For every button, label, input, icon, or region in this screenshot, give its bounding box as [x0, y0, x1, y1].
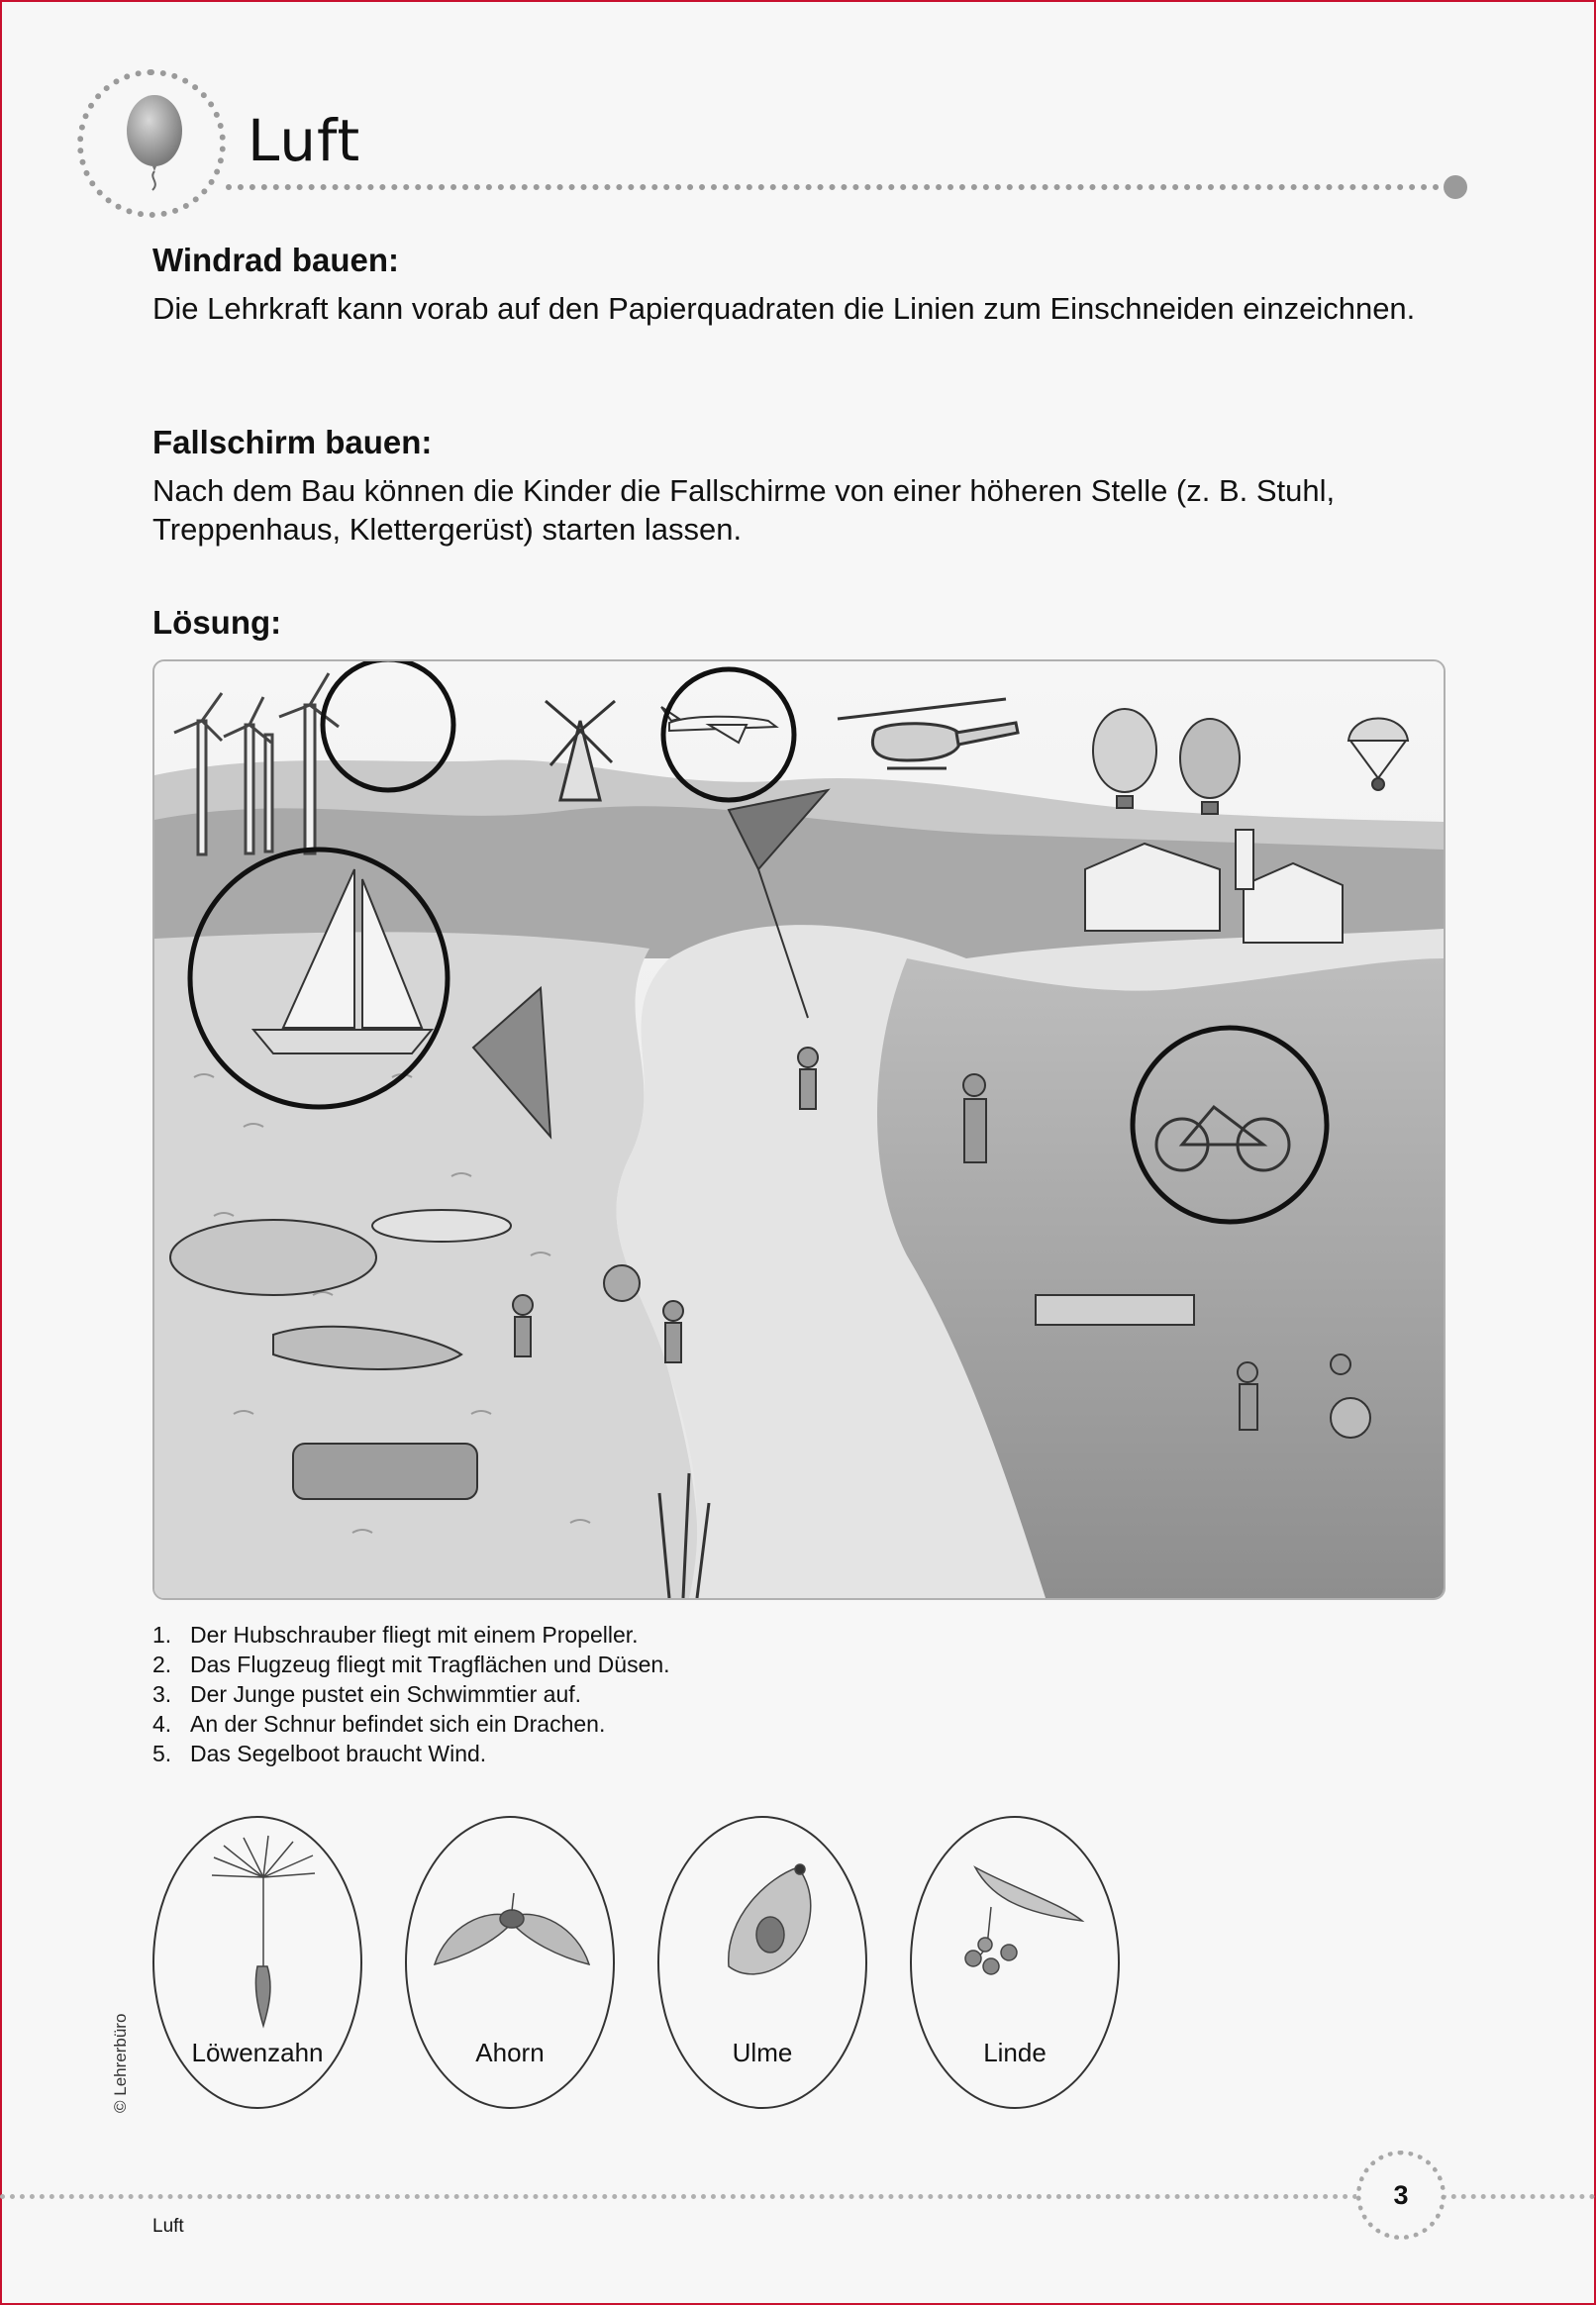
- list-item: 2. Das Flugzeug fliegt mit Tragflächen und Düsen.: [152, 1652, 670, 1677]
- page-title: Luft: [248, 107, 361, 174]
- solution-illustration: [152, 659, 1446, 1600]
- seed-card-linde: [910, 1816, 1120, 2109]
- footer-label: Luft: [152, 2216, 184, 2237]
- seed-label: Linde: [983, 2038, 1047, 2067]
- seed-label: Ulme: [732, 2038, 793, 2067]
- solution-heading: Lösung:: [152, 604, 282, 641]
- section-heading-fallschirm: Fallschirm bauen:: [152, 424, 433, 460]
- seed-card-ulme: [657, 1816, 867, 2109]
- linden-seed-icon: [912, 1818, 1122, 2036]
- solution-list: [152, 1620, 670, 1768]
- list-item: 4. An der Schnur befindet sich ein Drachen.: [152, 1711, 606, 1737]
- section-text-windrad: Die Lehrkraft kann vorab auf den Papierquadraten die Linien zum Einschneiden einzeichnen.: [152, 291, 1416, 326]
- list-item: 5. Das Segelboot braucht Wind.: [152, 1741, 487, 1766]
- page-number-badge: [1356, 2151, 1446, 2240]
- dandelion-seed-icon: [154, 1818, 364, 2036]
- header-dotted-rule: [226, 184, 1451, 190]
- copyright-note: © Lehrerbüro: [111, 2013, 130, 2113]
- seed-label: Löwenzahn: [191, 2038, 324, 2067]
- list-item: 1. Der Hubschrauber fliegt mit einem Propeller.: [152, 1622, 639, 1648]
- section-heading-windrad: Windrad bauen:: [152, 242, 400, 278]
- balloon-icon: [119, 93, 188, 192]
- list-item: 3. Der Junge pustet ein Schwimmtier auf.: [152, 1681, 582, 1707]
- maple-seed-icon: [407, 1818, 617, 2036]
- page-number: 3: [1393, 2179, 1409, 2210]
- seed-card-ahorn: [405, 1816, 615, 2109]
- header-balloon-badge: [77, 69, 226, 218]
- section-text-fallschirm: Nach dem Bau können die Kinder die Fallschirme von einer höheren Stelle (z. B. Stuhl, Treppenhaus, Klettergerüst) starten lassen.: [152, 473, 1336, 547]
- header-rule-end-dot: [1444, 175, 1467, 199]
- elm-seed-icon: [659, 1818, 869, 2036]
- seed-label: Ahorn: [475, 2038, 545, 2067]
- seed-card-loewenzahn: [152, 1816, 362, 2109]
- beach-scene-illustration: [154, 661, 1444, 1598]
